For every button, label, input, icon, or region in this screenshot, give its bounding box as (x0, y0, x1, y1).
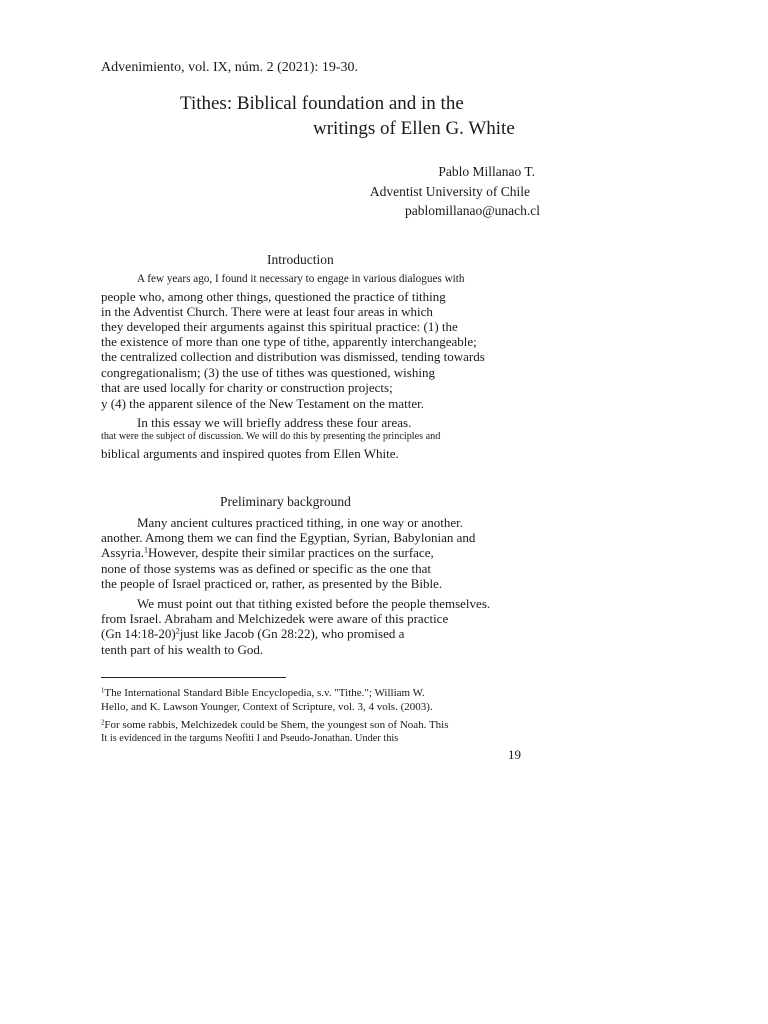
footnote-marker-1[interactable]: 1 (143, 545, 148, 555)
background-line-text: However, despite their similar practices on the surface, (148, 545, 434, 560)
page-number: 19 (508, 747, 521, 762)
footnote-marker-2[interactable]: 2 (175, 626, 180, 636)
introduction-heading: Introduction (267, 252, 334, 267)
intro-line: In this essay we will briefly address these four areas. (137, 415, 412, 430)
background-line: none of those systems was as defined or specific as the one that (101, 561, 431, 576)
background-line (101, 626, 404, 642)
author-affiliation: Adventist University of Chile (369, 184, 530, 199)
footnote-1-text: The International Standard Bible Encyclopedia, s.v. "Tithe."; William W. (104, 687, 425, 699)
footnote-1-cont: Hello, and K. Lawson Younger, Context of Scripture, vol. 3, 4 vols. (2003). (101, 701, 433, 713)
footnote-1 (101, 687, 425, 699)
background-line: We must point out that tithing existed before the people themselves. (137, 596, 491, 611)
footnote-2-marker: 2 (101, 719, 105, 727)
intro-line: in the Adventist Church. There were at least four areas in which (101, 304, 433, 319)
assyria-text: Assyria. (101, 545, 144, 560)
article-title-line-2: writings of Ellen G. White (313, 118, 515, 139)
author-name: Pablo Millanao T. (438, 164, 535, 179)
intro-line: that were the subject of discussion. We will do this by presenting the principles and (101, 431, 441, 442)
intro-line: the existence of more than one type of tithe, apparently interchangeable; (101, 334, 477, 349)
journal-citation: Advenimiento, vol. IX, núm. 2 (2021): 19-30. (101, 60, 359, 75)
intro-line: A few years ago, I found it necessary to engage in various dialogues with (137, 273, 465, 285)
article-title-line-1: Tithes: Biblical foundation and in the (180, 93, 464, 114)
intro-line: biblical arguments and inspired quotes from Ellen White. (101, 446, 399, 461)
background-line: the people of Israel practiced or, rather, as presented by the Bible. (101, 576, 443, 591)
intro-line: y (4) the apparent silence of the New Testament on the matter. (101, 396, 425, 411)
background-line (101, 545, 434, 561)
genesis-reference: (Gn 14:18-20) (101, 626, 176, 641)
footnote-2-text: For some rabbis, Melchizedek could be Shem, the youngest son of Noah. This (104, 719, 449, 731)
intro-line: the centralized collection and distribution was dismissed, tending towards (101, 349, 485, 364)
author-email[interactable]: pablomillanao@unach.cl (404, 203, 540, 218)
footnote-divider (101, 677, 286, 678)
background-heading: Preliminary background (220, 494, 351, 509)
background-line-text: just like Jacob (Gn 28:22), who promised a (179, 626, 405, 641)
footnote-2 (101, 719, 449, 731)
footnote-1-marker: 1 (101, 687, 105, 695)
background-line: tenth part of his wealth to God. (101, 642, 264, 657)
intro-line: people who, among other things, questioned the practice of tithing (101, 289, 446, 304)
footnote-2-cont: It is evidenced in the targums Neofiti I and Pseudo-Jonathan. Under this (101, 733, 399, 744)
background-line: another. Among them we can find the Egyptian, Syrian, Babylonian and (101, 530, 476, 545)
background-line: from Israel. Abraham and Melchizedek were aware of this practice (101, 611, 449, 626)
intro-line: that are used locally for charity or construction projects; (101, 380, 393, 395)
intro-line: they developed their arguments against this spiritual practice: (1) the (101, 319, 458, 334)
background-line: Many ancient cultures practiced tithing, in one way or another. (137, 515, 463, 530)
intro-line: congregationalism; (3) the use of tithes was questioned, wishing (101, 365, 435, 380)
